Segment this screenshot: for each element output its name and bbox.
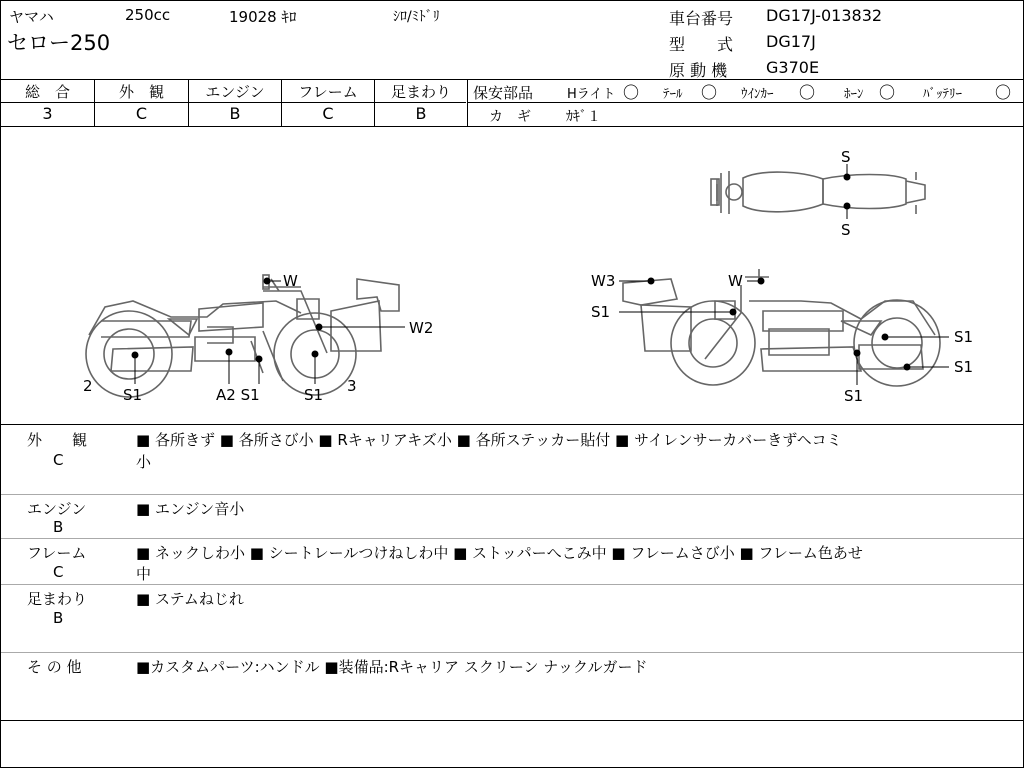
- type-label: 型 式: [669, 35, 734, 54]
- mark-top-s1: S: [841, 148, 851, 166]
- mark-right-w: W: [728, 272, 743, 290]
- damage-diagram: [1, 127, 1023, 423]
- model-name: セロー250: [7, 31, 111, 55]
- safety-winker-label: ｳｲﾝｶｰ: [741, 87, 774, 102]
- maker-name: ヤマハ: [9, 8, 54, 26]
- engine-type-value: G370E: [766, 58, 820, 77]
- mark-left-a2s1: A2 S1: [216, 386, 260, 404]
- safety-horn-ok: 〇: [879, 83, 896, 102]
- mark-right-s1a: S1: [591, 303, 611, 321]
- detail-suspension-label: 足まわり: [27, 590, 88, 608]
- safety-battery-ok: 〇: [995, 83, 1012, 102]
- safety-parts-title: 保安部品: [473, 84, 534, 102]
- divider: [1, 720, 1023, 721]
- mark-left-3: 3: [347, 377, 357, 395]
- mileage: 19028 ｷﾛ: [229, 8, 297, 26]
- detail-suspension-grade: B: [53, 609, 64, 627]
- safety-headlight-ok: 〇: [623, 83, 640, 102]
- divider: [1, 494, 1023, 495]
- mark-right-w3: W3: [591, 272, 616, 290]
- safety-battery-label: ﾊﾞｯﾃﾘｰ: [923, 87, 962, 102]
- detail-exterior-grade: C: [53, 451, 64, 469]
- body-color: ｼﾛ/ﾐﾄﾞﾘ: [393, 9, 440, 25]
- detail-engine-grade: B: [53, 518, 64, 536]
- key-label: カ ギ: [489, 109, 531, 125]
- engine-type-label: 原 動 機: [669, 61, 728, 80]
- detail-exterior-line1: ■ 各所きず ■ 各所さび小 ■ Rキャリアキズ小 ■ 各所ステッカー貼付 ■ サイレンサーカバーきずヘコミ: [136, 431, 842, 449]
- top-view-bike: [711, 171, 925, 214]
- detail-exterior-line2: 小: [136, 453, 152, 471]
- grade-engine-label: エンジン: [205, 83, 265, 101]
- frame-number-value: DG17J-013832: [766, 6, 883, 25]
- grade-frame-value: C: [322, 104, 334, 123]
- grade-frame-label: フレーム: [298, 83, 358, 101]
- safety-taillight-ok: 〇: [701, 83, 718, 102]
- safety-headlight-label: Hライト: [567, 87, 616, 102]
- divider: [1, 584, 1023, 585]
- detail-suspension-line1: ■ ステムねじれ: [136, 590, 244, 608]
- mark-right-s1d: S1: [844, 387, 864, 405]
- detail-frame-line1: ■ ネックしわ小 ■ シートレールつけねしわ中 ■ ストッパーへこみ中 ■ フレームさび小 ■ フレーム色あせ: [136, 544, 863, 562]
- divider: [468, 102, 1023, 103]
- grade-exterior-value: C: [135, 104, 148, 123]
- safety-horn-label: ﾎｰﾝ: [844, 87, 864, 102]
- mark-left-w2: W2: [409, 319, 434, 337]
- detail-other-label: そ の 他: [27, 658, 82, 676]
- safety-winker-ok: 〇: [799, 83, 816, 102]
- mark-left-w: W: [283, 272, 298, 290]
- divider: [467, 79, 468, 126]
- type-value: DG17J: [766, 32, 816, 51]
- grade-suspension-label: 足まわり: [390, 83, 451, 101]
- divider: [1, 79, 1023, 80]
- detail-engine-line1: ■ エンジン音小: [136, 500, 245, 518]
- mark-left-s1a: S1: [123, 386, 143, 404]
- detail-exterior-label: 外 観: [27, 431, 88, 449]
- grade-overall-label: 総 合: [24, 83, 70, 101]
- divider: [1, 538, 1023, 539]
- grade-engine-value: B: [229, 104, 241, 123]
- divider: [1, 424, 1023, 425]
- grade-exterior-label: 外 観: [118, 83, 164, 101]
- grade-suspension-value: B: [415, 104, 427, 123]
- detail-frame-line2: 中: [136, 565, 152, 583]
- safety-taillight-label: ﾃｰﾙ: [663, 87, 683, 102]
- displacement: 250cc: [125, 6, 171, 24]
- detail-frame-grade: C: [53, 563, 64, 581]
- mark-right-s1c: S1: [954, 358, 974, 376]
- divider: [1, 652, 1023, 653]
- mark-left-s1b: S1: [304, 386, 324, 404]
- detail-frame-label: フレーム: [27, 544, 87, 562]
- mark-left-2: 2: [83, 377, 93, 395]
- key-value: ｶｷﾞ１: [566, 109, 601, 125]
- divider: [1, 102, 466, 103]
- mark-top-s2: S: [841, 221, 851, 239]
- grade-overall-value: 3: [42, 104, 53, 123]
- frame-number-label: 車台番号: [669, 9, 734, 28]
- detail-other-line1: ■カスタムパーツ:ハンドル ■装備品:Rキャリア スクリーン ナックルガード: [136, 658, 648, 676]
- right-side-bike: [623, 269, 940, 386]
- detail-engine-label: エンジン: [27, 500, 87, 518]
- mark-right-s1b: S1: [954, 328, 974, 346]
